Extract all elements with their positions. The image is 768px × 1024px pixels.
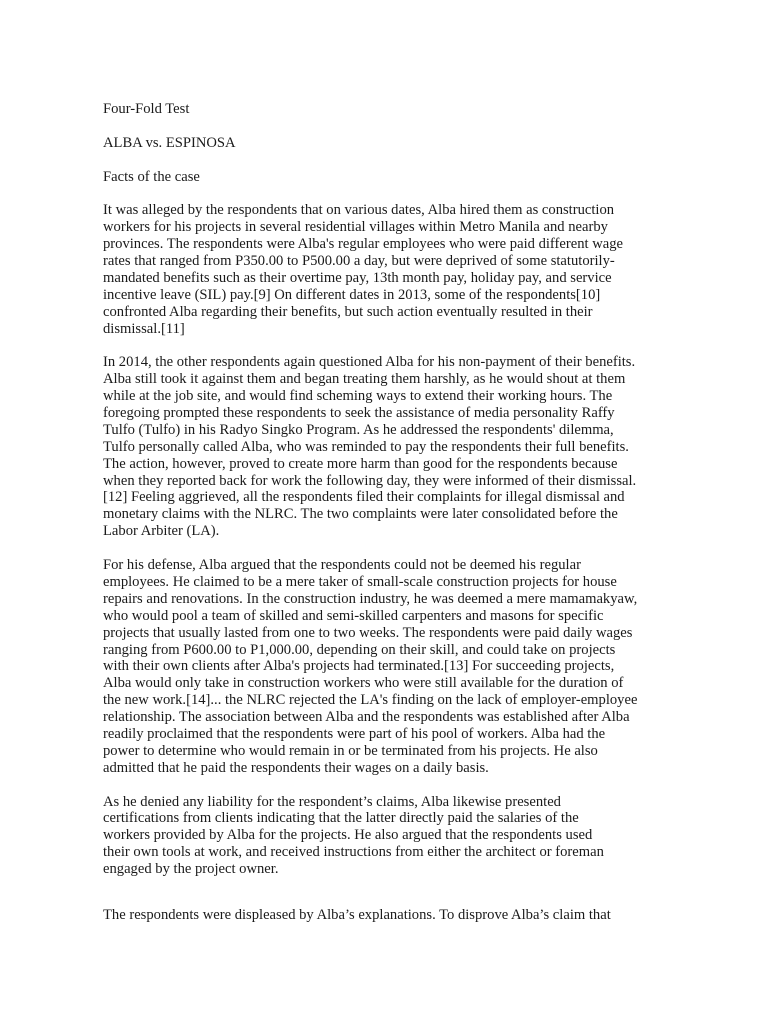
paragraph-line: power to determine who would remain in or be terminated from his projects. He also bbox=[103, 742, 598, 759]
paragraph bbox=[103, 202, 678, 337]
paragraph-line: Alba would only take in construction workers who were still available for the duration of bbox=[103, 675, 624, 692]
paragraph-line: It was alleged by the respondents that on various dates, Alba hired them as construction bbox=[103, 202, 615, 219]
paragraph-line: repairs and renovations. In the construction industry, he was deemed a mere mamamakyaw, bbox=[103, 590, 638, 607]
paragraph-line: Alba still took it against them and began treating them harshly, as he would shout at them bbox=[103, 371, 626, 388]
paragraph-line: Tulfo personally called Alba, who was reminded to pay the respondents their full benefits. bbox=[103, 438, 629, 455]
paragraph-line: certifications from clients indicating that the latter directly paid the salaries of the bbox=[103, 810, 579, 827]
paragraph-line: employees. He claimed to be a mere taker of small-scale construction projects for house bbox=[103, 573, 617, 590]
paragraph-line: who would pool a team of skilled and semi-skilled carpenters and masons for specific bbox=[103, 607, 604, 624]
section-title: Facts of the case bbox=[103, 168, 200, 185]
paragraph-line: workers for his projects in several residential villages within Metro Manila and nearby bbox=[103, 219, 608, 236]
paragraph-line: confronted Alba regarding their benefits, but such action eventually resulted in their bbox=[103, 303, 593, 320]
document-heading: Four-Fold Test bbox=[103, 101, 190, 117]
document-body bbox=[103, 101, 678, 924]
paragraph-line: Labor Arbiter (LA). bbox=[103, 523, 220, 540]
paragraph-line: provinces. The respondents were Alba's regular employees who were paid different wage bbox=[103, 236, 623, 253]
paragraph-line: projects that usually lasted from one to two weeks. The respondents were paid daily wages bbox=[103, 624, 633, 641]
paragraph-line: For his defense, Alba argued that the respondents could not be deemed his regular bbox=[103, 557, 581, 574]
paragraph-line: mandated benefits such as their overtime pay, 13th month pay, holiday pay, and service bbox=[103, 269, 612, 286]
paragraph-line: the new work.[14]... the NLRC rejected the LA's finding on the lack of employer-employee bbox=[103, 692, 638, 709]
paragraph-line: The respondents were displeased by Alba’s explanations. To disprove Alba’s claim that bbox=[103, 906, 611, 923]
case-title: ALBA vs. ESPINOSA bbox=[103, 134, 236, 151]
paragraph-line: ranging from P600.00 to P1,000.00, depending on their skill, and could take on projects bbox=[103, 641, 616, 658]
paragraph-line: with their own clients after Alba's projects had terminated.[13] For succeeding projects, bbox=[103, 658, 615, 675]
paragraph-line: while at the job site, and would find scheming ways to extend their working hours. The bbox=[103, 388, 613, 405]
paragraph-line: workers provided by Alba for the projects. He also argued that the respondents used bbox=[103, 827, 593, 844]
paragraph-line: monetary claims with the NLRC. The two complaints were later consolidated before the bbox=[103, 506, 618, 523]
paragraph-line: relationship. The association between Alba and the respondents was established after Alba bbox=[103, 709, 630, 726]
paragraph bbox=[103, 794, 678, 878]
paragraph-line: foregoing prompted these respondents to seek the assistance of media personality Raffy bbox=[103, 405, 615, 422]
paragraph-line: Tulfo (Tulfo) in his Radyo Singko Program. As he addressed the respondents' dilemma, bbox=[103, 421, 614, 438]
paragraph-line: when they reported back for work the following day, they were informed of their dismissal. bbox=[103, 472, 637, 489]
paragraph-line: incentive leave (SIL) pay.[9] On different dates in 2013, some of the respondents[10] bbox=[103, 286, 601, 303]
paragraph-line: readily proclaimed that the respondents were part of his pool of workers. Alba had the bbox=[103, 725, 606, 742]
paragraph bbox=[103, 907, 678, 924]
paragraphs bbox=[103, 202, 678, 924]
paragraph-line: In 2014, the other respondents again questioned Alba for his non-payment of their benefits. bbox=[103, 354, 636, 371]
paragraph-line: rates that ranged from P350.00 to P500.00 a day, but were deprived of some statutorily- bbox=[103, 253, 615, 270]
paragraph-line: The action, however, proved to create more harm than good for the respondents because bbox=[103, 455, 618, 472]
paragraph-line: engaged by the project owner. bbox=[103, 861, 279, 878]
paragraph-line: dismissal.[11] bbox=[103, 320, 185, 337]
paragraph bbox=[103, 557, 678, 777]
paragraph-line: [12] Feeling aggrieved, all the respondents filed their complaints for illegal dismissal and bbox=[103, 489, 625, 506]
paragraph bbox=[103, 354, 678, 540]
paragraph-line: admitted that he paid the respondents their wages on a daily basis. bbox=[103, 759, 489, 776]
paragraph-line: their own tools at work, and received instructions from either the architect or foreman bbox=[103, 844, 604, 861]
paragraph-line: As he denied any liability for the respondent’s claims, Alba likewise presented bbox=[103, 793, 561, 810]
